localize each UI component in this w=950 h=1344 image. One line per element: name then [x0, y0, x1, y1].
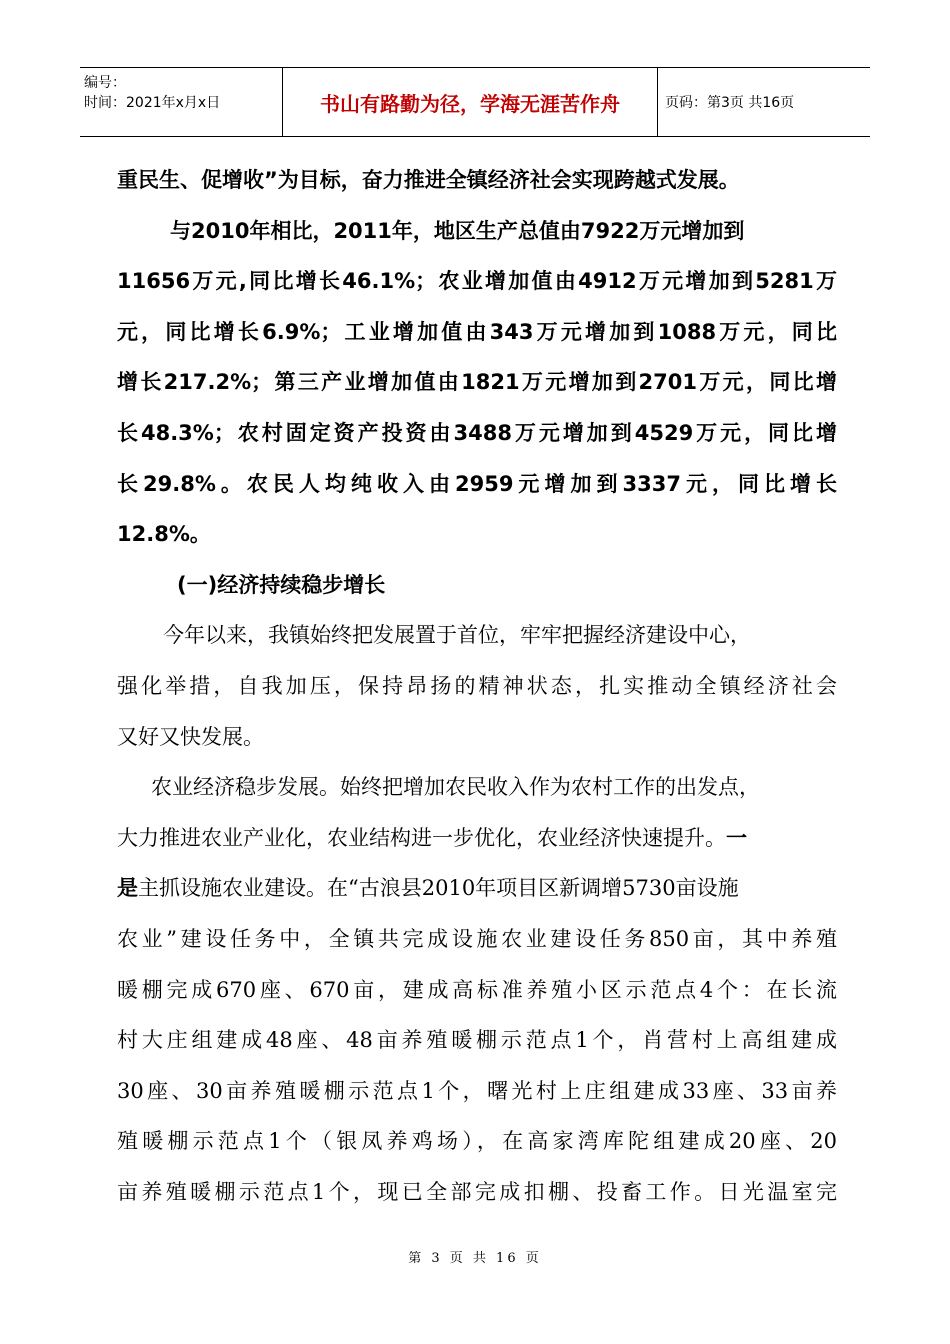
paragraph-line: 与2010年相比，2011年，地区生产总值由7922万元增加到 [170, 218, 745, 243]
paragraph-line: 暖棚完成670座、670亩，建成高标准养殖小区示范点4个：在长流 [117, 977, 837, 1002]
paragraph-line: 农业”建设任务中，全镇共完成设施农业建设任务850亩，其中养殖 [117, 926, 837, 951]
page-header [80, 67, 870, 137]
bold-marker: 一 [726, 825, 747, 850]
paragraph-line [117, 813, 837, 864]
paragraph-line: 11656万元,同比增长46.1%；农业增加值由4912万元增加到5281万 [117, 269, 837, 294]
paragraph-line: 重民生、促增收”为目标，奋力推进全镇经济社会实现跨越式发展。 [117, 168, 740, 192]
section-heading: (一)经济持续稳步增长 [177, 572, 386, 597]
header-motto: 书山有路勤为径，学海无涯苦作舟 [283, 68, 658, 136]
document-date: 时间：2021年x月x日 [84, 95, 221, 111]
paragraph-line: 强化举措，自我加压，保持昂扬的精神状态，扎实推动全镇经济社会 [117, 673, 837, 698]
paragraph-line: 亩养殖暖棚示范点1个，现已全部完成扣棚、投畜工作。日光温室完 [117, 1179, 837, 1204]
paragraph-line: 增长217.2%；第三产业增加值由1821万元增加到2701万元，同比增 [117, 370, 837, 395]
paragraph-line: 长29.8%。农民人均纯收入由2959元增加到3337元，同比增长 [117, 471, 837, 496]
paragraph-line [117, 863, 837, 914]
paragraph-line: 今年以来，我镇始终把发展置于首位，牢牢把握经济建设中心， [163, 623, 751, 648]
bold-marker: 是 [117, 876, 138, 901]
header-page-code: 页码：第3页 共16页 [665, 95, 795, 111]
header-meta [80, 68, 283, 136]
paragraph-text: 主抓设施农业建设。在“古浪县2010年项目区新调增5730亩设施 [138, 876, 739, 901]
page-footer: 第 3 页 共 16 页 [408, 1251, 542, 1266]
paragraph-line: 殖暖棚示范点1个（银凤养鸡场），在高家湾库陀组建成20座、20 [117, 1129, 837, 1154]
paragraph-line: 又好又快发展。 [117, 724, 264, 749]
paragraph-line: 元，同比增长6.9%；工业增加值由343万元增加到1088万元，同比 [117, 319, 837, 344]
paragraph-line: 长48.3%；农村固定资产投资由3488万元增加到4529万元，同比增 [117, 420, 837, 445]
paragraph-line: 村大庄组建成48座、48亩养殖暖棚示范点1个，肖营村上高组建成 [117, 1028, 837, 1053]
document-number-label: 编号： [84, 75, 126, 91]
paragraph-line: 12.8%。 [117, 522, 211, 547]
paragraph-line: 30座、30亩养殖暖棚示范点1个，曙光村上庄组建成33座、33亩养 [117, 1078, 837, 1103]
document-body [117, 155, 837, 1217]
paragraph-line: 农业经济稳步发展。始终把增加农民收入作为农村工作的出发点， [151, 775, 760, 800]
paragraph-text: 大力推进农业产业化，农业结构进一步优化，农业经济快速提升。 [117, 825, 726, 850]
